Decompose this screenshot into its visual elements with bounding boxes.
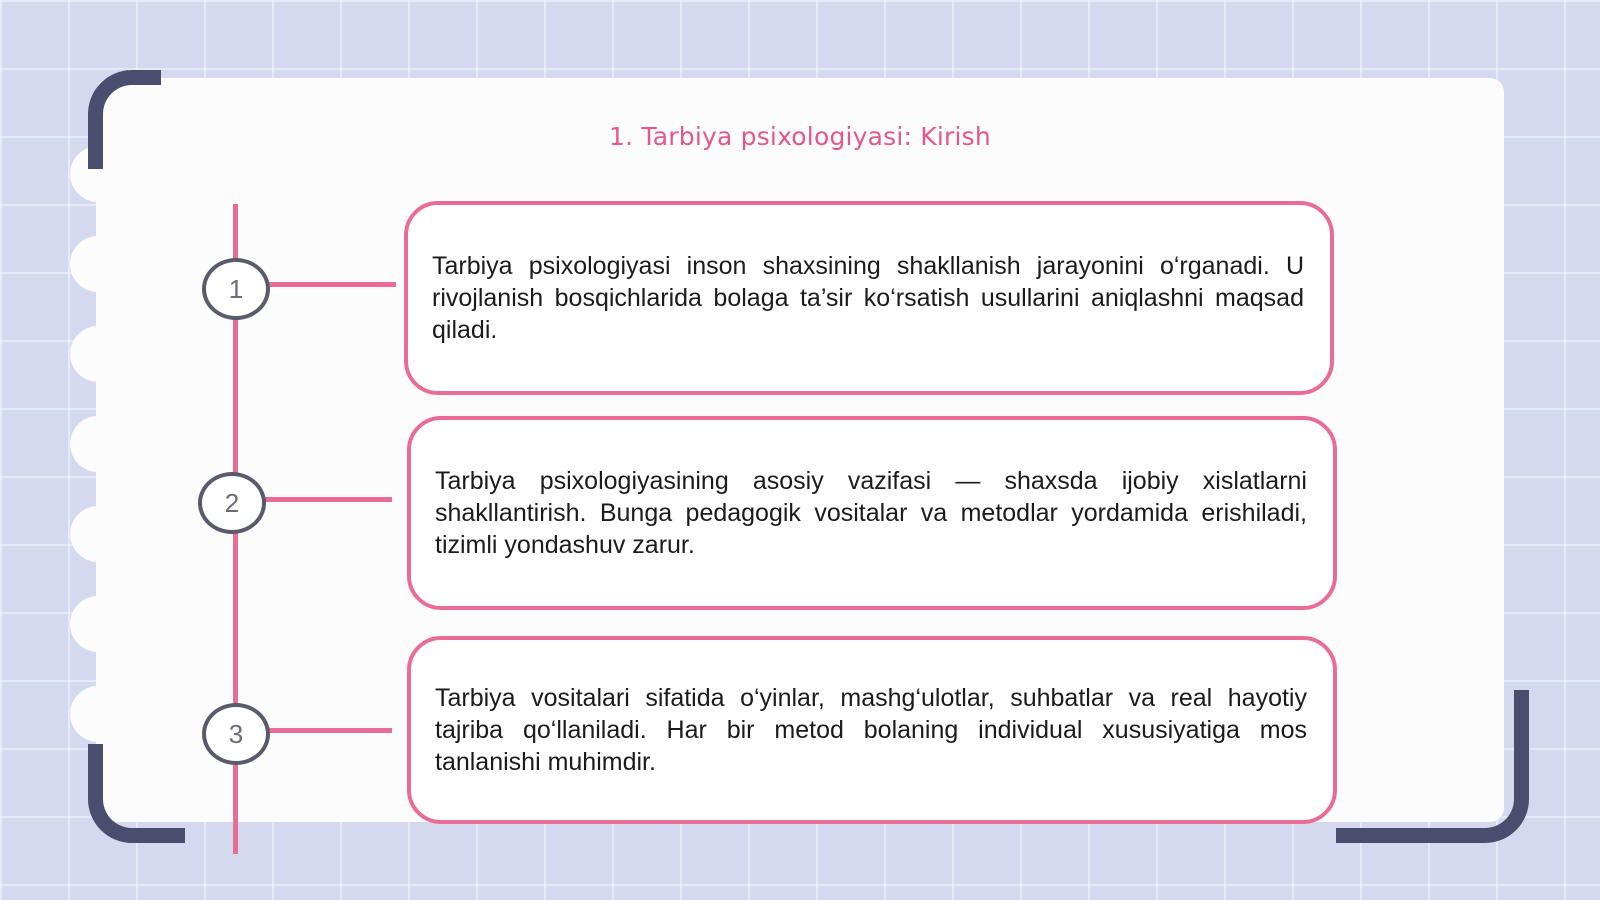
step-text: Tarbiya vositalari sifatida o‘yinlar, mashg‘ulotlar, suhbatlar va real hayotiy tajriba qo‘llaniladi. Har bir metod bolaning individual xususiyatiga mos tanlanishi muhimdir.	[435, 684, 1307, 776]
step-number-circle-1	[202, 258, 270, 320]
paper-edge-scallop	[70, 416, 126, 472]
step-number: 2	[224, 487, 240, 518]
step-text: Tarbiya psixologiyasining asosiy vazifasi — shaxsda ijobiy xislatlarni shakllantirish. Bunga pedagogik vositalar va metodlar yordamida erishiladi, tizimli yondashuv zarur.	[435, 467, 1307, 559]
timeline-connector-1	[266, 282, 396, 287]
step-text: Tarbiya psixologiyasi inson shaxsining shakllanish jarayonini o‘rganadi. U rivojlanish bosqichlarida bolaga ta’sir ko‘rsatish usullarini aniqlashni maqsad qiladi.	[432, 252, 1304, 344]
timeline-connector-2	[262, 497, 392, 502]
step-box-2	[407, 416, 1337, 610]
corner-bracket-top-left	[88, 70, 161, 169]
slide-title: 1. Tarbiya psixologiyasi: Kirish	[609, 122, 991, 151]
timeline-connector-3	[266, 728, 392, 733]
paper-edge-scallop	[70, 326, 126, 382]
paper-edge-scallop	[70, 686, 126, 742]
corner-bracket-bottom-left	[88, 744, 185, 843]
step-box-1	[404, 201, 1334, 395]
step-number-circle-3	[202, 703, 270, 765]
step-box-3	[407, 636, 1337, 824]
step-number: 1	[228, 273, 244, 304]
paper-edge-scallop	[70, 236, 126, 292]
corner-bracket-bottom-right	[1336, 690, 1529, 843]
paper-edge-scallop	[70, 596, 126, 652]
step-number-circle-2	[198, 472, 266, 534]
paper-edge-scallop	[70, 506, 126, 562]
step-number: 3	[228, 718, 244, 749]
